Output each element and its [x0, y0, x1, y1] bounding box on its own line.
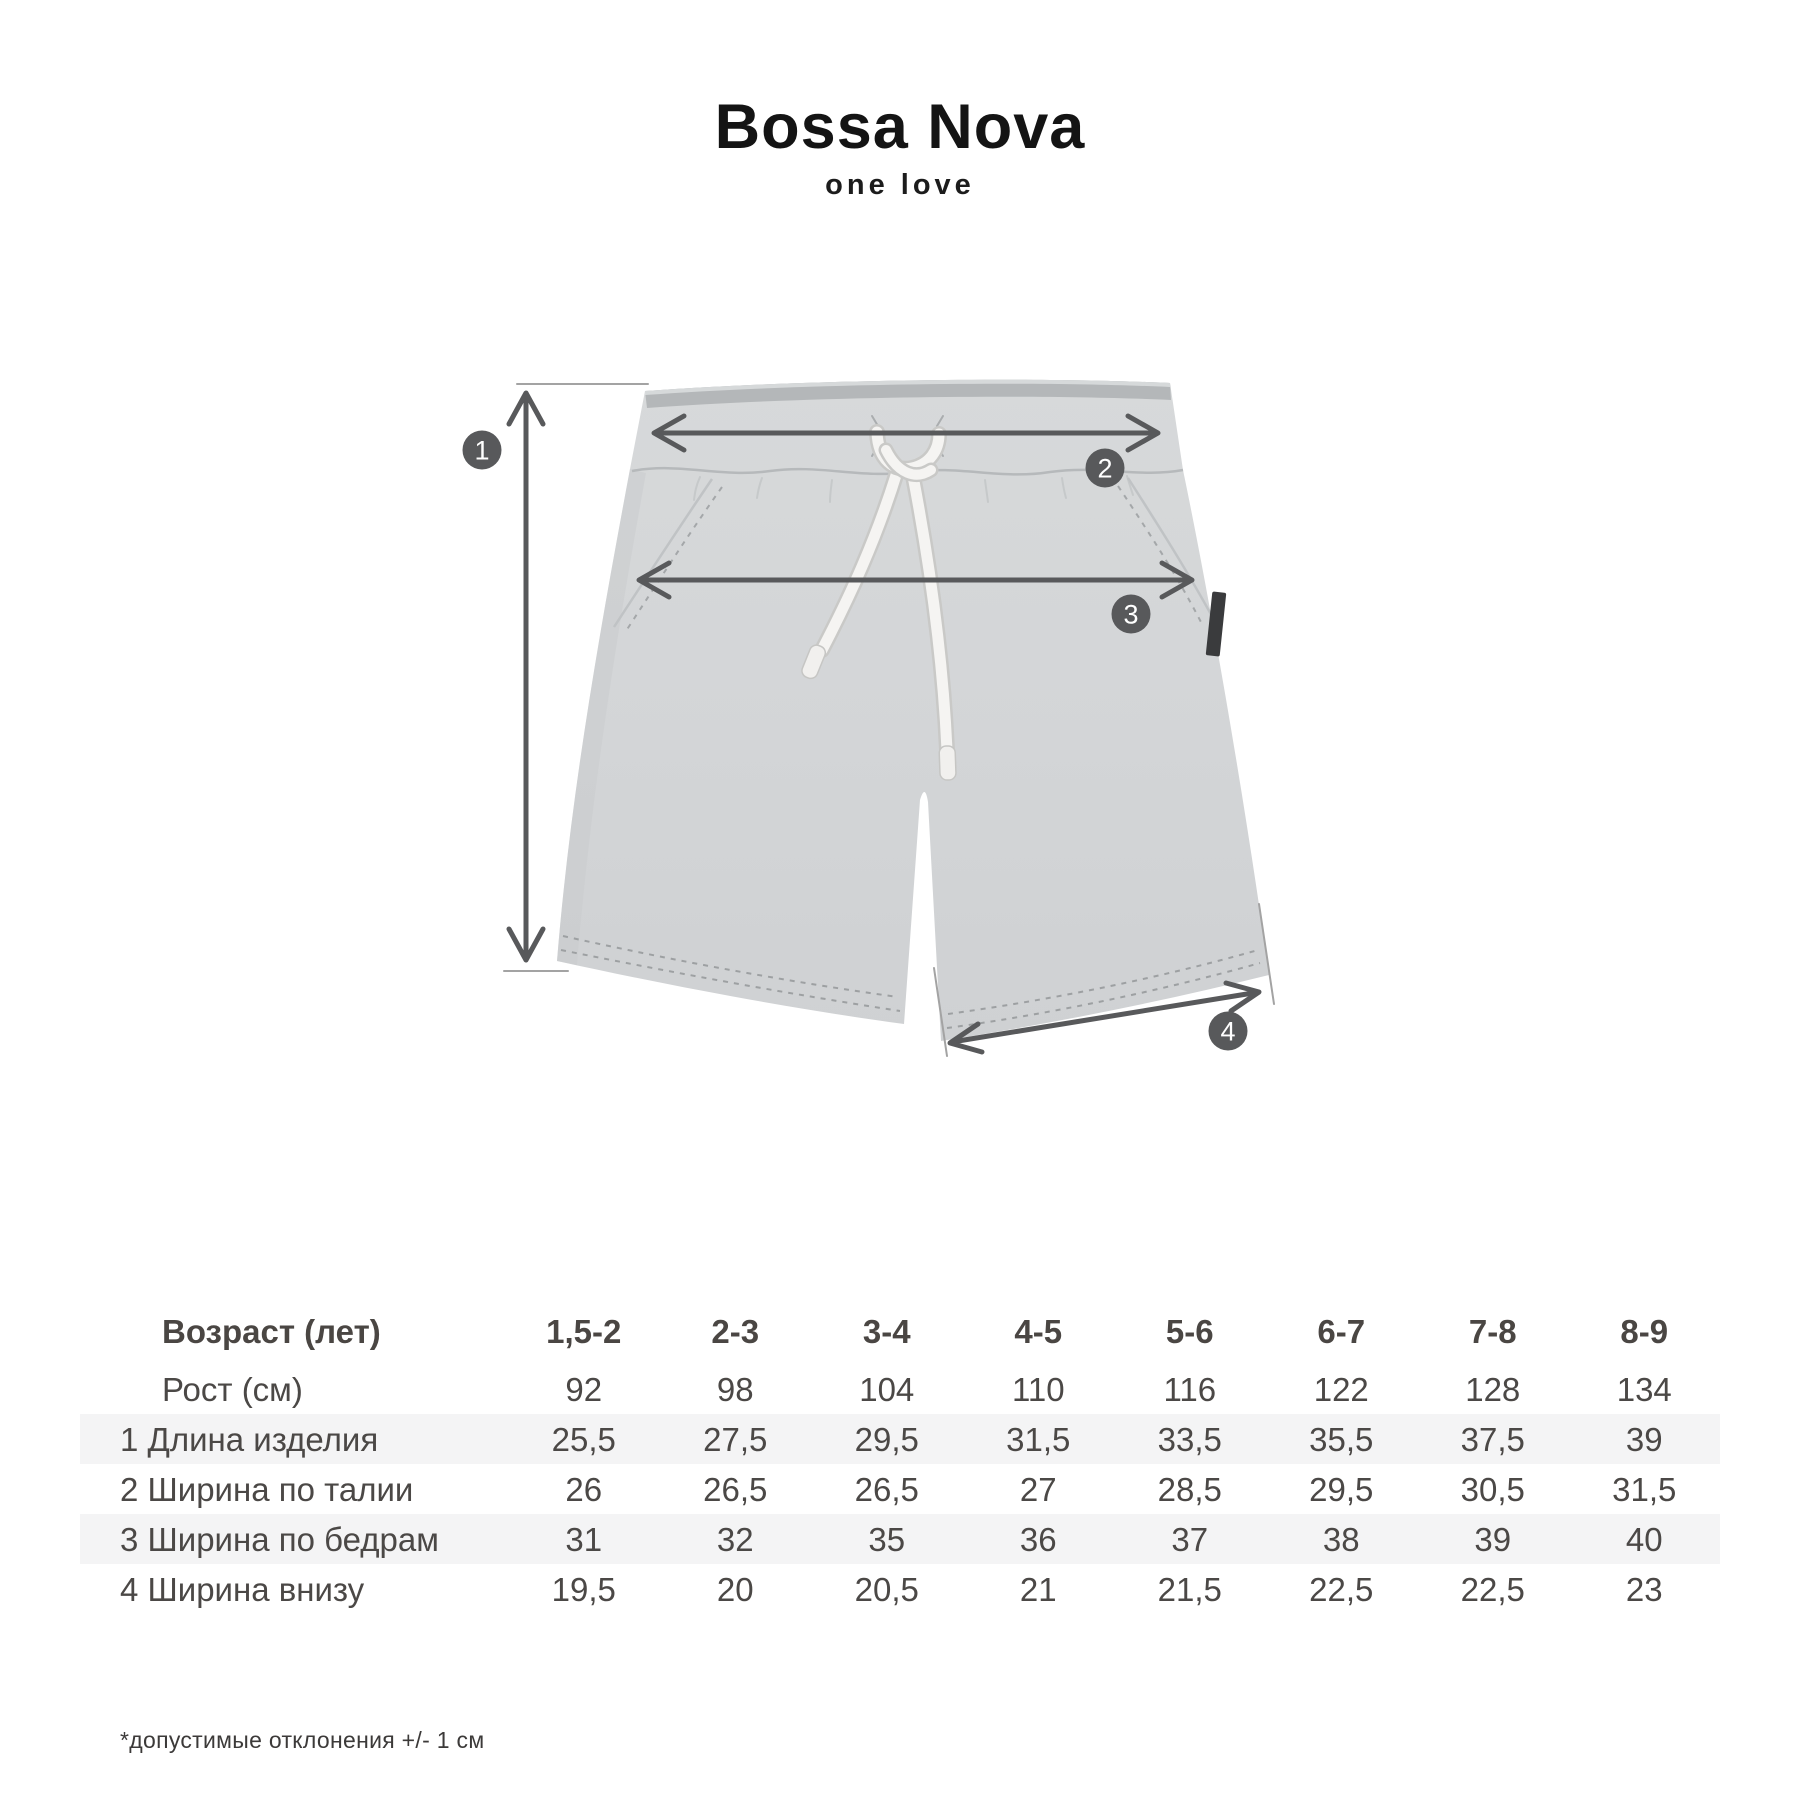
table-row-value: 22,5: [1460, 1570, 1525, 1608]
table-row-value: 39: [1474, 1520, 1512, 1558]
table-header-row: [80, 1306, 1720, 1356]
table-row-label: 2 Ширина по талии: [120, 1470, 414, 1508]
table-row-value: 122: [1313, 1370, 1369, 1408]
table-row-value: 26,5: [854, 1470, 919, 1508]
size-table: [80, 1306, 1720, 1614]
table-row-value: 33,5: [1157, 1420, 1222, 1458]
shorts-measurement-diagram: [380, 330, 1340, 1130]
table-row-value: 31: [565, 1520, 603, 1558]
table-row-value: 35,5: [1309, 1420, 1374, 1458]
table-row-value: 134: [1616, 1370, 1672, 1408]
table-row-value: 37,5: [1460, 1420, 1525, 1458]
badge-2-label: 2: [1097, 453, 1113, 484]
table-row-value: 35: [868, 1520, 906, 1558]
table-row-value: 19,5: [551, 1570, 616, 1608]
table-row-value: 30,5: [1460, 1470, 1525, 1508]
table-header-age: 6-7: [1317, 1312, 1366, 1350]
table-body: [80, 1364, 1720, 1614]
table-row-value: 40: [1625, 1520, 1663, 1558]
table-header-age: 4-5: [1014, 1312, 1063, 1350]
table-header-age: 7-8: [1468, 1312, 1517, 1350]
table-row-value: 21: [1019, 1570, 1057, 1608]
table-row-value: 22,5: [1309, 1570, 1374, 1608]
table-row: [80, 1364, 1720, 1414]
table-row-value: 98: [716, 1370, 754, 1408]
table-row-value: 32: [716, 1520, 754, 1558]
badge-4: [1209, 1012, 1248, 1051]
table-row-value: 38: [1322, 1520, 1360, 1558]
table-row-value: 128: [1465, 1370, 1521, 1408]
table-header-age: 5-6: [1165, 1312, 1214, 1350]
table-row-value: 39: [1625, 1420, 1663, 1458]
table-row-value: 36: [1019, 1520, 1057, 1558]
table-row-value: 29,5: [1309, 1470, 1374, 1508]
shorts-illustration: [557, 380, 1269, 1041]
badge-1-label: 1: [474, 435, 490, 466]
table-row-value: 31,5: [1006, 1420, 1071, 1458]
table-row-label: Рост (см): [162, 1370, 303, 1408]
table-header-age: 1,5-2: [546, 1312, 622, 1350]
table-row-value: 27,5: [703, 1420, 768, 1458]
brand-tagline: one love: [825, 169, 975, 201]
badge-3-label: 3: [1123, 599, 1139, 630]
table-header-age: 2-3: [711, 1312, 760, 1350]
table-header-age: 8-9: [1620, 1312, 1669, 1350]
badge-3: [1112, 595, 1151, 634]
table-row: [80, 1464, 1720, 1514]
table-row: [80, 1514, 1720, 1564]
table-row-value: 20,5: [854, 1570, 919, 1608]
table-row-value: 23: [1625, 1570, 1663, 1608]
table-row-value: 25,5: [551, 1420, 616, 1458]
table-row-value: 92: [565, 1370, 603, 1408]
badge-1: [463, 431, 502, 470]
table-header-age: 3-4: [862, 1312, 911, 1350]
table-row-value: 26,5: [703, 1470, 768, 1508]
brand-logo: [0, 92, 1800, 201]
table-row-label: 3 Ширина по бедрам: [120, 1520, 439, 1558]
table-row: [80, 1564, 1720, 1614]
table-row-value: 116: [1163, 1370, 1217, 1408]
badge-4-label: 4: [1220, 1016, 1236, 1047]
brand-name: Bossa Nova: [714, 92, 1086, 162]
table-row-value: 110: [1011, 1370, 1065, 1408]
table-row-value: 20: [716, 1570, 754, 1608]
table-row-value: 104: [859, 1370, 915, 1408]
table-row-value: 37: [1171, 1520, 1209, 1558]
table-header-label: Возраст (лет): [162, 1312, 381, 1350]
table-row: [80, 1414, 1720, 1464]
table-row-value: 27: [1019, 1470, 1057, 1508]
table-row-value: 21,5: [1157, 1570, 1222, 1608]
badge-2: [1086, 449, 1125, 488]
aglet-right: [939, 746, 956, 781]
table-row-label: 4 Ширина внизу: [120, 1570, 365, 1608]
tolerance-footnote: *допустимые отклонения +/- 1 см: [120, 1727, 485, 1753]
table-row-value: 29,5: [854, 1420, 919, 1458]
measurement-arrow-1: [509, 393, 543, 960]
table-row-value: 28,5: [1157, 1470, 1222, 1508]
table-row-label: 1 Длина изделия: [120, 1420, 379, 1458]
table-row-value: 31,5: [1612, 1470, 1677, 1508]
table-row-value: 26: [565, 1470, 603, 1508]
